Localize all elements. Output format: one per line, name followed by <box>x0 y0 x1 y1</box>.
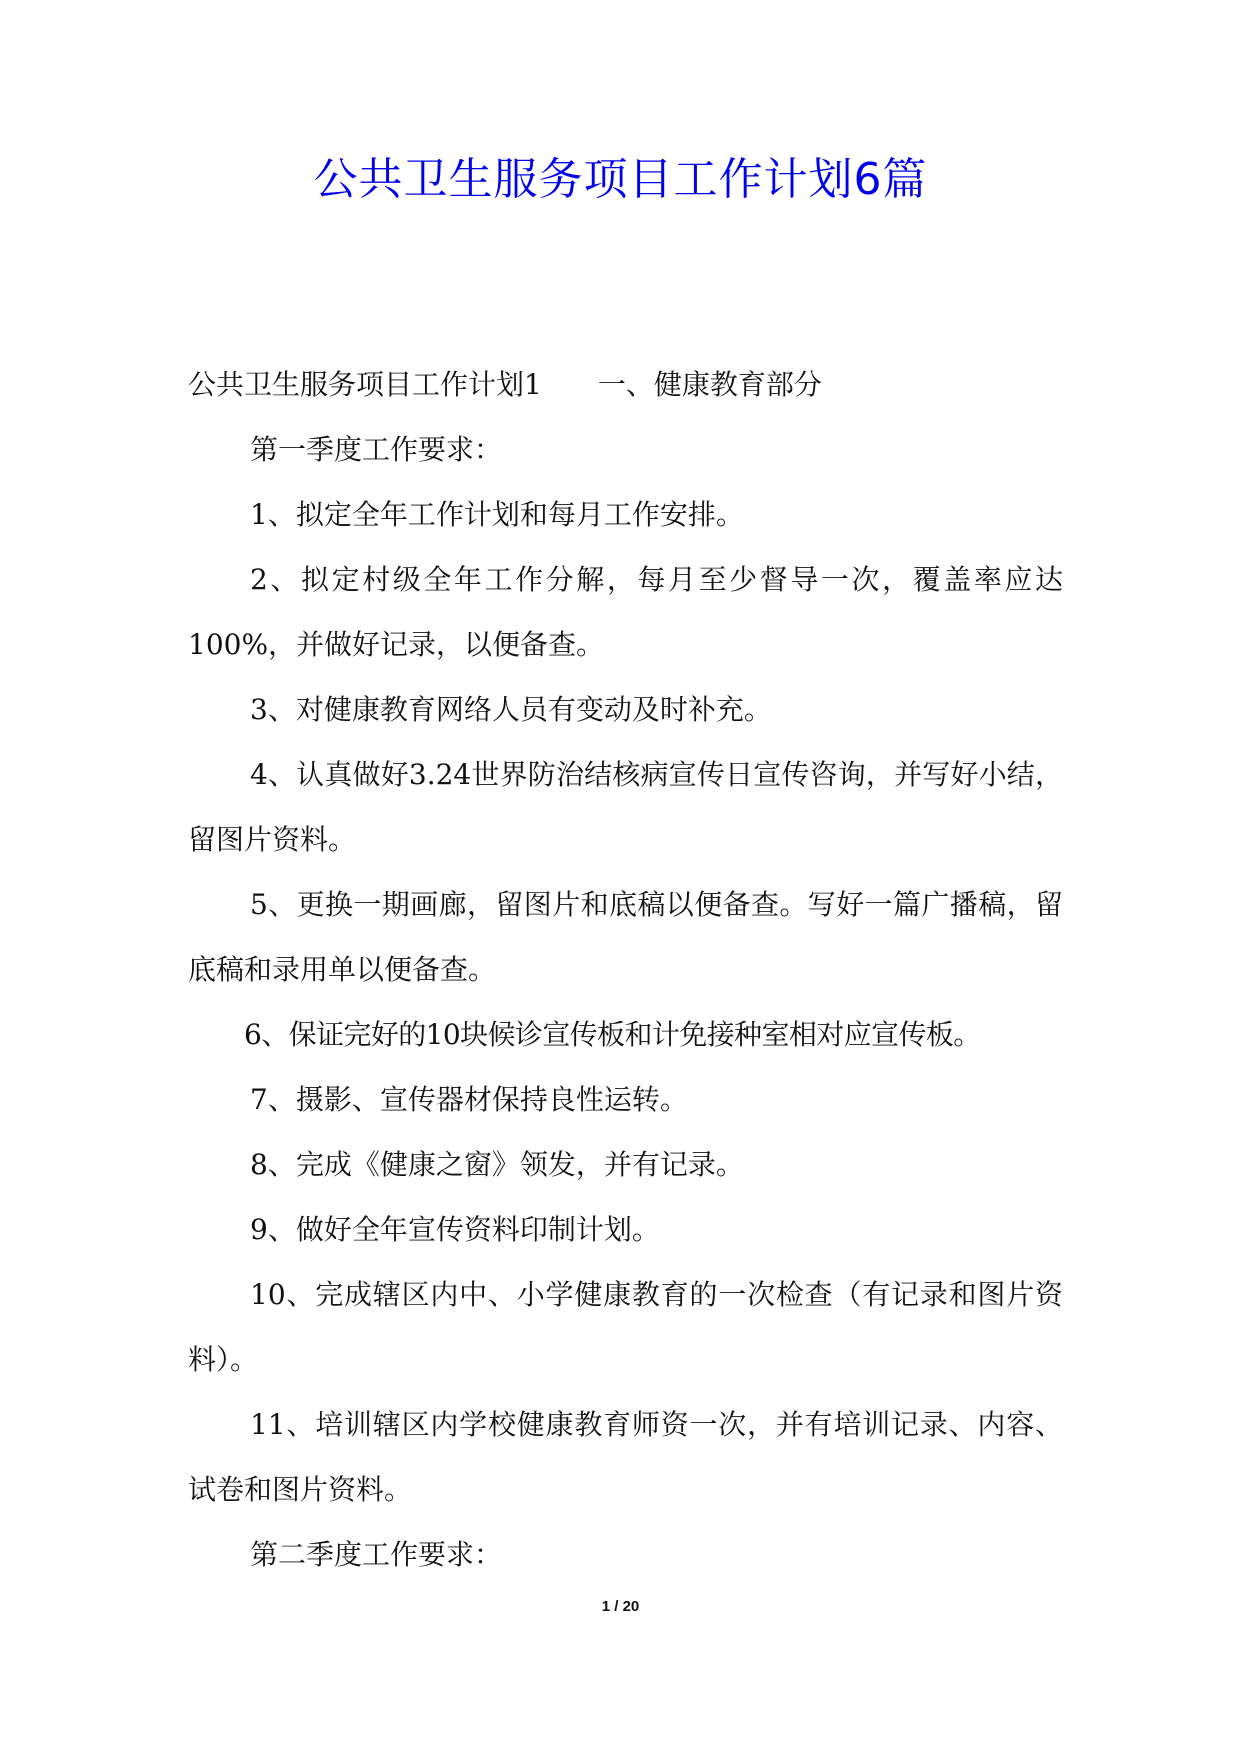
document-body <box>188 352 1063 1587</box>
paragraph-item-6: 6、保证完好的10块候诊宣传板和计免接种室相对应宣传板。 <box>244 1018 981 1051</box>
paragraph-item-10: 10、完成辖区内中、小学健康教育的一次检查（有记录和图片资料）。 <box>188 1278 1063 1376</box>
paragraph-item-11: 11、培训辖区内学校健康教育师资一次，并有培训记录、内容、试卷和图片资料。 <box>188 1408 1063 1506</box>
paragraph-item-7: 7、摄影、宣传器材保持良性运转。 <box>250 1083 688 1116</box>
paragraph-item-8: 8、完成《健康之窗》领发，并有记录。 <box>250 1148 744 1181</box>
paragraph-item-4: 4、认真做好3.24世界防治结核病宣传日宣传咨询，并写好小结，留图片资料。 <box>188 758 1063 856</box>
paragraph-item-2: 2、拟定村级全年工作分解，每月至少督导一次，覆盖率应达100%，并做好记录，以便备查。 <box>188 563 1063 661</box>
paragraph-item-9: 9、做好全年宣传资料印制计划。 <box>250 1213 660 1246</box>
page-number: 1 / 20 <box>601 1598 640 1615</box>
paragraph-intro-heading: 公共卫生服务项目工作计划1 一、健康教育部分 <box>188 368 822 401</box>
paragraph-item-5: 5、更换一期画廊，留图片和底稿以便备查。写好一篇广播稿，留底稿和录用单以便备查。 <box>188 888 1063 986</box>
paragraph-item-1: 1、拟定全年工作计划和每月工作安排。 <box>250 498 744 531</box>
paragraph-q2-heading: 第二季度工作要求： <box>250 1538 503 1571</box>
document-title: 公共卫生服务项目工作计划6篇 <box>313 154 928 205</box>
paragraph-q1-heading: 第一季度工作要求： <box>250 433 503 466</box>
paragraph-item-3: 3、对健康教育网络人员有变动及时补充。 <box>250 693 772 726</box>
